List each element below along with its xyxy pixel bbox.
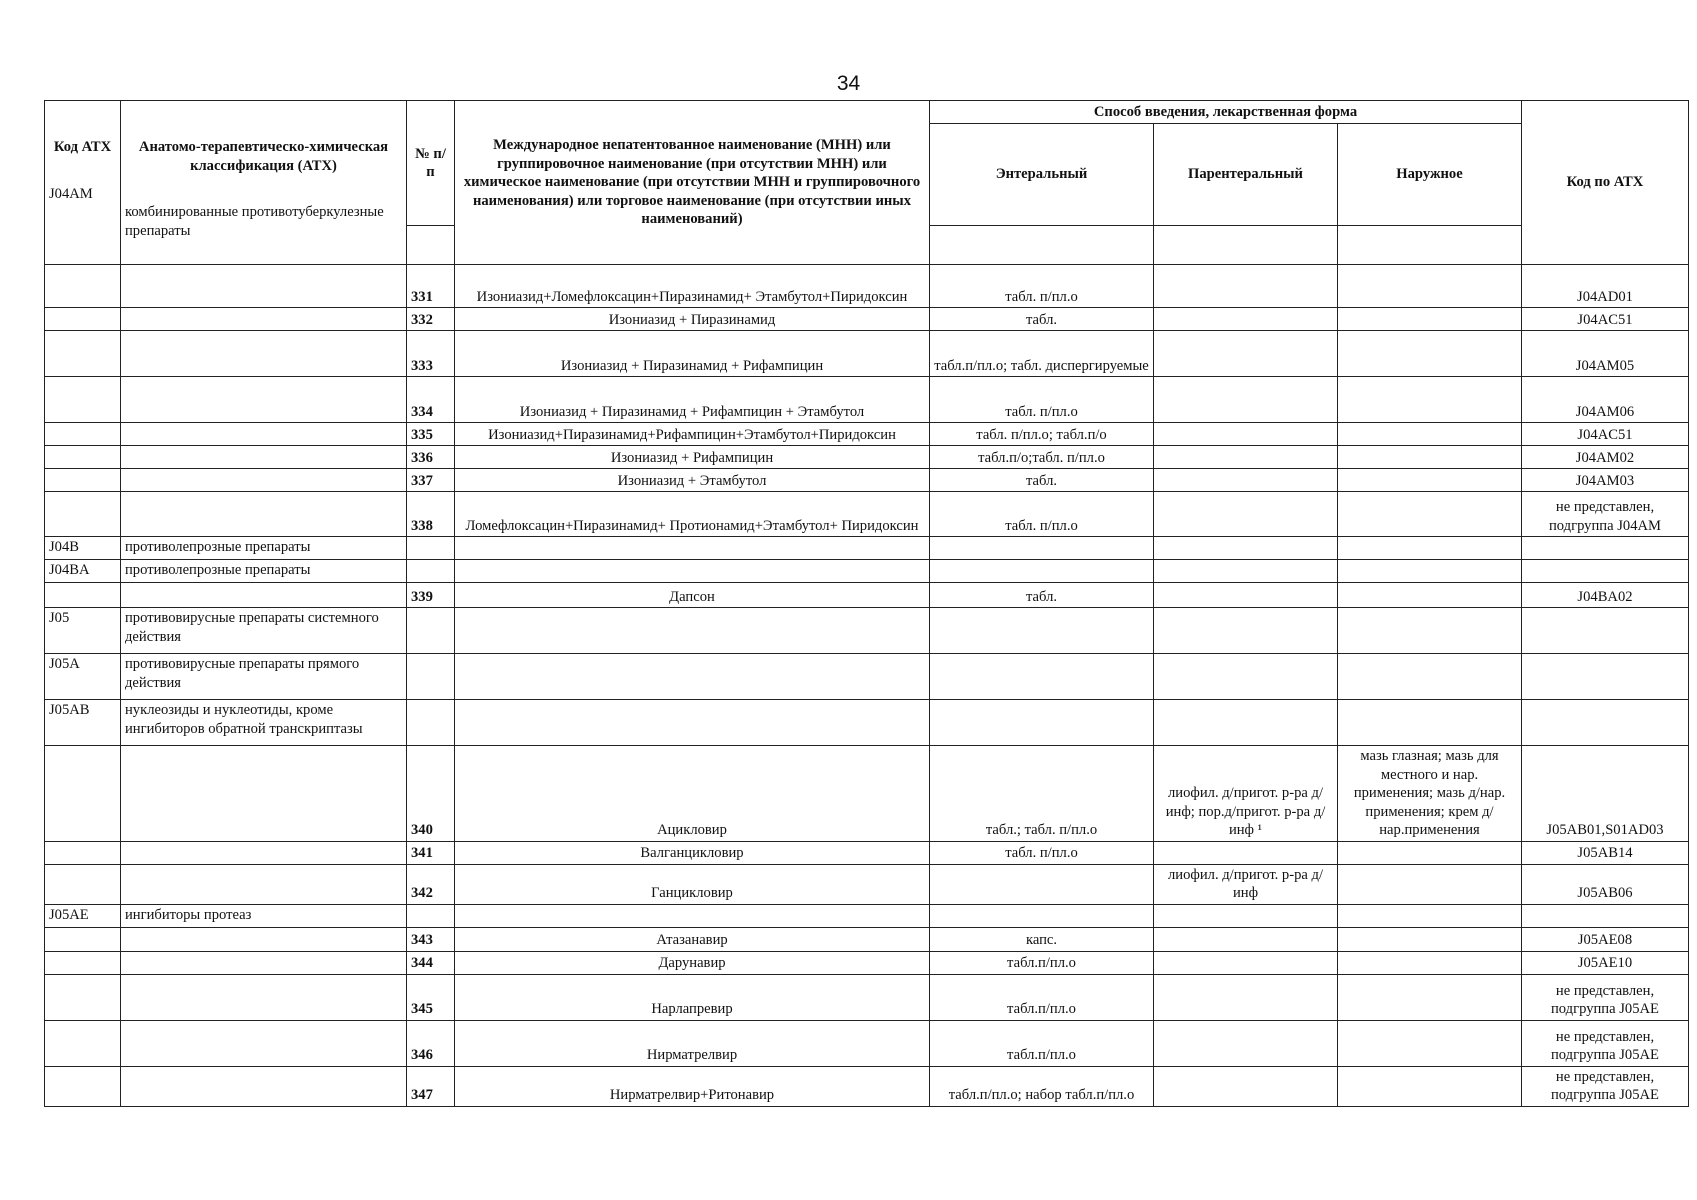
table-row bbox=[45, 423, 1689, 446]
drug-name-cell: Нирматрелвир+Ритонавир bbox=[455, 1066, 930, 1106]
table-row bbox=[45, 377, 1689, 423]
row-number-cell: 345 bbox=[407, 974, 455, 1020]
external-cell bbox=[1338, 1066, 1522, 1106]
atc-code-cell bbox=[45, 308, 121, 331]
atc-class-cell bbox=[121, 469, 407, 492]
drug-name-cell: Нарлапревир bbox=[455, 974, 930, 1020]
atc-class-cell: противолепрозные препараты bbox=[121, 560, 407, 583]
drug-name-cell bbox=[455, 560, 930, 583]
atx-code-cell: не представлен, подгруппа J05AE bbox=[1522, 974, 1689, 1020]
enteral-cell bbox=[930, 560, 1154, 583]
row-number-cell: 337 bbox=[407, 469, 455, 492]
atc-class-cell bbox=[121, 583, 407, 608]
drug-name-cell: Дапсон bbox=[455, 583, 930, 608]
enteral-cell: табл. п/пл.о bbox=[930, 377, 1154, 423]
row-number-cell: 338 bbox=[407, 492, 455, 537]
header-code-cell bbox=[45, 101, 121, 265]
atx-code-cell: J04AM05 bbox=[1522, 331, 1689, 377]
atc-class-cell bbox=[121, 423, 407, 446]
table-row bbox=[45, 583, 1689, 608]
atx-code-cell: J05AB06 bbox=[1522, 864, 1689, 904]
drug-name-cell: Изониазид+Ломефлоксацин+Пиразинамид+ Этамбутол+Пиридоксин bbox=[455, 265, 930, 308]
row-number-cell: 343 bbox=[407, 927, 455, 951]
external-cell bbox=[1338, 583, 1522, 608]
table-row bbox=[45, 746, 1689, 842]
drug-name-cell: Дарунавир bbox=[455, 951, 930, 974]
enteral-cell: табл. bbox=[930, 308, 1154, 331]
external-cell bbox=[1338, 423, 1522, 446]
atc-class-cell bbox=[121, 308, 407, 331]
row-number-cell: 332 bbox=[407, 308, 455, 331]
atx-code-cell: J04BA02 bbox=[1522, 583, 1689, 608]
atx-code-cell bbox=[1522, 904, 1689, 927]
parenteral-cell bbox=[1154, 1020, 1338, 1066]
atx-code-cell: не представлен, подгруппа J04AM bbox=[1522, 492, 1689, 537]
external-cell bbox=[1338, 951, 1522, 974]
atc-code-cell: J04B bbox=[45, 537, 121, 560]
table-row bbox=[45, 537, 1689, 560]
table-row bbox=[45, 841, 1689, 864]
header-route: Способ введения, лекарственная форма bbox=[930, 101, 1522, 124]
table-row bbox=[45, 265, 1689, 308]
drug-name-cell bbox=[455, 654, 930, 700]
drug-list-table bbox=[44, 100, 1689, 1107]
drug-name-cell: Валганцикловир bbox=[455, 841, 930, 864]
atx-code-cell: J05AB14 bbox=[1522, 841, 1689, 864]
drug-name-cell: Ацикловир bbox=[455, 746, 930, 842]
external-cell bbox=[1338, 841, 1522, 864]
external-cell bbox=[1338, 864, 1522, 904]
parenteral-cell bbox=[1154, 608, 1338, 654]
atx-code-cell: J04AM06 bbox=[1522, 377, 1689, 423]
header-num: № п/п bbox=[407, 101, 455, 226]
row-number-cell: 339 bbox=[407, 583, 455, 608]
atc-class-cell: нуклеозиды и нуклеотиды, кроме ингибиторов обратной транскриптазы bbox=[121, 700, 407, 746]
header-code: Код АТХ bbox=[53, 139, 112, 155]
drug-name-cell: Изониазид + Рифампицин bbox=[455, 446, 930, 469]
header-row-1 bbox=[45, 101, 1689, 124]
atc-class-cell: противовирусные препараты системного действия bbox=[121, 608, 407, 654]
enteral-cell bbox=[930, 904, 1154, 927]
row-number-cell bbox=[407, 904, 455, 927]
external-cell bbox=[1338, 608, 1522, 654]
atx-code-cell bbox=[1522, 560, 1689, 583]
parenteral-cell bbox=[1154, 308, 1338, 331]
drug-name-cell: Изониазид+Пиразинамид+Рифампицин+Этамбутол+Пиридоксин bbox=[455, 423, 930, 446]
drug-name-cell: Атазанавир bbox=[455, 927, 930, 951]
atc-class-cell bbox=[121, 864, 407, 904]
atx-code-cell: не представлен, подгруппа J05AE bbox=[1522, 1020, 1689, 1066]
drug-name-cell: Изониазид + Пиразинамид + Рифампицин + Этамбутол bbox=[455, 377, 930, 423]
table-row bbox=[45, 492, 1689, 537]
enteral-cell: табл.п/пл.о bbox=[930, 1020, 1154, 1066]
table-row bbox=[45, 469, 1689, 492]
table-row bbox=[45, 700, 1689, 746]
row-number-cell bbox=[407, 608, 455, 654]
atc-code-cell: J05AE bbox=[45, 904, 121, 927]
atc-class-cell bbox=[121, 331, 407, 377]
enteral-cell bbox=[930, 864, 1154, 904]
parenteral-cell bbox=[1154, 537, 1338, 560]
enteral-cell bbox=[930, 700, 1154, 746]
enteral-cell bbox=[930, 537, 1154, 560]
header-classification-cell bbox=[121, 101, 407, 265]
atc-class-cell bbox=[121, 951, 407, 974]
table-row bbox=[45, 951, 1689, 974]
enteral-cell: табл.п/о;табл. п/пл.о bbox=[930, 446, 1154, 469]
atc-code-cell bbox=[45, 423, 121, 446]
atx-code-cell: не представлен, подгруппа J05AE bbox=[1522, 1066, 1689, 1106]
parenteral-cell bbox=[1154, 841, 1338, 864]
header-external-empty bbox=[1338, 226, 1522, 265]
atc-code-cell bbox=[45, 864, 121, 904]
row-number-cell: 333 bbox=[407, 331, 455, 377]
atc-class-cell bbox=[121, 1066, 407, 1106]
header-parenteral-empty bbox=[1154, 226, 1338, 265]
enteral-cell: табл.п/пл.о; табл. диспергируемые bbox=[930, 331, 1154, 377]
external-cell bbox=[1338, 308, 1522, 331]
atx-code-cell bbox=[1522, 537, 1689, 560]
external-cell bbox=[1338, 904, 1522, 927]
atc-code-cell bbox=[45, 841, 121, 864]
row-number-cell: 347 bbox=[407, 1066, 455, 1106]
enteral-cell: табл. bbox=[930, 583, 1154, 608]
atx-code-cell: J04AM02 bbox=[1522, 446, 1689, 469]
parenteral-cell: лиофил. д/пригот. р-ра д/инф bbox=[1154, 864, 1338, 904]
atc-code-cell bbox=[45, 927, 121, 951]
drug-name-cell: Ганцикловир bbox=[455, 864, 930, 904]
atc-class-cell bbox=[121, 492, 407, 537]
drug-name-cell: Изониазид + Этамбутол bbox=[455, 469, 930, 492]
atc-class-cell: ингибиторы протеаз bbox=[121, 904, 407, 927]
row-number-cell bbox=[407, 560, 455, 583]
atc-code-cell bbox=[45, 469, 121, 492]
row-number-cell: 342 bbox=[407, 864, 455, 904]
first-group-name: комбинированные противотуберкулезные препараты bbox=[125, 204, 384, 239]
parenteral-cell bbox=[1154, 265, 1338, 308]
enteral-cell: табл.п/пл.о bbox=[930, 951, 1154, 974]
external-cell bbox=[1338, 492, 1522, 537]
table-row bbox=[45, 1066, 1689, 1106]
drug-name-cell: Изониазид + Пиразинамид + Рифампицин bbox=[455, 331, 930, 377]
row-number-cell: 336 bbox=[407, 446, 455, 469]
atc-class-cell bbox=[121, 974, 407, 1020]
drug-name-cell bbox=[455, 537, 930, 560]
drug-name-cell bbox=[455, 700, 930, 746]
external-cell bbox=[1338, 537, 1522, 560]
atc-code-cell bbox=[45, 377, 121, 423]
parenteral-cell bbox=[1154, 377, 1338, 423]
enteral-cell bbox=[930, 608, 1154, 654]
header-name: Международное непатентованное наименование (МНН) или группировочное наименование (при отсутствии МНН) или химическое наименование (при отсутствии МНН и группировочного наименования) или торговое наименование (при отсутствии иных наименований) bbox=[455, 101, 930, 265]
atc-class-cell bbox=[121, 746, 407, 842]
header-classification: Анатомо-терапевтическо-химическая классификация (АТХ) bbox=[138, 139, 389, 174]
external-cell bbox=[1338, 469, 1522, 492]
parenteral-cell bbox=[1154, 331, 1338, 377]
parenteral-cell bbox=[1154, 560, 1338, 583]
atc-code-cell: J05AB bbox=[45, 700, 121, 746]
atc-code-cell bbox=[45, 974, 121, 1020]
row-number-cell bbox=[407, 700, 455, 746]
enteral-cell: табл. п/пл.о; табл.п/о bbox=[930, 423, 1154, 446]
header-parenteral: Парентеральный bbox=[1154, 124, 1338, 226]
drug-name-cell bbox=[455, 608, 930, 654]
atx-code-cell: J04AM03 bbox=[1522, 469, 1689, 492]
atc-code-cell bbox=[45, 265, 121, 308]
table-row bbox=[45, 560, 1689, 583]
row-number-cell: 346 bbox=[407, 1020, 455, 1066]
table-row bbox=[45, 864, 1689, 904]
enteral-cell bbox=[930, 654, 1154, 700]
table-row bbox=[45, 608, 1689, 654]
atx-code-cell: J04AC51 bbox=[1522, 423, 1689, 446]
atx-code-cell: J05AE08 bbox=[1522, 927, 1689, 951]
atc-class-cell: противовирусные препараты прямого действия bbox=[121, 654, 407, 700]
row-number-cell: 344 bbox=[407, 951, 455, 974]
external-cell bbox=[1338, 1020, 1522, 1066]
row-number-cell: 340 bbox=[407, 746, 455, 842]
atx-code-cell: J05AB01,S01AD03 bbox=[1522, 746, 1689, 842]
header-enteral-empty bbox=[930, 226, 1154, 265]
atx-code-cell bbox=[1522, 700, 1689, 746]
parenteral-cell bbox=[1154, 904, 1338, 927]
drug-name-cell bbox=[455, 904, 930, 927]
atc-code-cell: J04BA bbox=[45, 560, 121, 583]
external-cell bbox=[1338, 927, 1522, 951]
table-row bbox=[45, 654, 1689, 700]
atc-class-cell bbox=[121, 1020, 407, 1066]
parenteral-cell bbox=[1154, 492, 1338, 537]
parenteral-cell bbox=[1154, 446, 1338, 469]
external-cell bbox=[1338, 377, 1522, 423]
atc-code-cell bbox=[45, 583, 121, 608]
header-atx-code: Код по АТХ bbox=[1522, 101, 1689, 265]
atc-code-cell: J05 bbox=[45, 608, 121, 654]
header-enteral: Энтеральный bbox=[930, 124, 1154, 226]
atc-code-cell bbox=[45, 1020, 121, 1066]
parenteral-cell bbox=[1154, 700, 1338, 746]
header-num-empty bbox=[407, 226, 455, 265]
parenteral-cell bbox=[1154, 951, 1338, 974]
parenteral-cell bbox=[1154, 1066, 1338, 1106]
enteral-cell: капс. bbox=[930, 927, 1154, 951]
atc-class-cell bbox=[121, 927, 407, 951]
table-row bbox=[45, 331, 1689, 377]
row-number-cell bbox=[407, 537, 455, 560]
parenteral-cell bbox=[1154, 469, 1338, 492]
parenteral-cell: лиофил. д/пригот. р-ра д/инф; пор.д/пригот. р-ра д/инф ¹ bbox=[1154, 746, 1338, 842]
atc-class-cell bbox=[121, 446, 407, 469]
table-body bbox=[45, 265, 1689, 1107]
atx-code-cell: J04AC51 bbox=[1522, 308, 1689, 331]
atc-code-cell: J05A bbox=[45, 654, 121, 700]
enteral-cell: табл.п/пл.о bbox=[930, 974, 1154, 1020]
atc-code-cell bbox=[45, 951, 121, 974]
parenteral-cell bbox=[1154, 974, 1338, 1020]
parenteral-cell bbox=[1154, 423, 1338, 446]
external-cell bbox=[1338, 700, 1522, 746]
parenteral-cell bbox=[1154, 927, 1338, 951]
drug-name-cell: Изониазид + Пиразинамид bbox=[455, 308, 930, 331]
enteral-cell: табл. п/пл.о bbox=[930, 265, 1154, 308]
table-row bbox=[45, 927, 1689, 951]
row-number-cell: 335 bbox=[407, 423, 455, 446]
table-row bbox=[45, 1020, 1689, 1066]
parenteral-cell bbox=[1154, 654, 1338, 700]
row-number-cell: 334 bbox=[407, 377, 455, 423]
row-number-cell bbox=[407, 654, 455, 700]
enteral-cell: табл.п/пл.о; набор табл.п/пл.о bbox=[930, 1066, 1154, 1106]
enteral-cell: табл.; табл. п/пл.о bbox=[930, 746, 1154, 842]
atc-code-cell bbox=[45, 746, 121, 842]
external-cell: мазь глазная; мазь для местного и нар. применения; мазь д/нар. применения; крем д/нар.применения bbox=[1338, 746, 1522, 842]
atx-code-cell: J04AD01 bbox=[1522, 265, 1689, 308]
external-cell bbox=[1338, 331, 1522, 377]
atc-code-cell bbox=[45, 446, 121, 469]
external-cell bbox=[1338, 560, 1522, 583]
drug-name-cell: Ломефлоксацин+Пиразинамид+ Протионамид+Этамбутол+ Пиридоксин bbox=[455, 492, 930, 537]
atx-code-cell: J05AE10 bbox=[1522, 951, 1689, 974]
atc-class-cell bbox=[121, 841, 407, 864]
atc-code-cell bbox=[45, 492, 121, 537]
atc-class-cell bbox=[121, 265, 407, 308]
atx-code-cell bbox=[1522, 654, 1689, 700]
header-external: Наружное bbox=[1338, 124, 1522, 226]
drug-name-cell: Нирматрелвир bbox=[455, 1020, 930, 1066]
row-number-cell: 341 bbox=[407, 841, 455, 864]
first-group-code: J04AM bbox=[49, 185, 93, 202]
external-cell bbox=[1338, 265, 1522, 308]
external-cell bbox=[1338, 654, 1522, 700]
external-cell bbox=[1338, 446, 1522, 469]
page-number: 34 bbox=[836, 72, 861, 95]
table-row bbox=[45, 974, 1689, 1020]
table-row bbox=[45, 308, 1689, 331]
enteral-cell: табл. bbox=[930, 469, 1154, 492]
atc-code-cell bbox=[45, 331, 121, 377]
external-cell bbox=[1338, 974, 1522, 1020]
atc-class-cell: противолепрозные препараты bbox=[121, 537, 407, 560]
atc-code-cell bbox=[45, 1066, 121, 1106]
atx-code-cell bbox=[1522, 608, 1689, 654]
atc-class-cell bbox=[121, 377, 407, 423]
enteral-cell: табл. п/пл.о bbox=[930, 492, 1154, 537]
table-row bbox=[45, 446, 1689, 469]
parenteral-cell bbox=[1154, 583, 1338, 608]
table-row bbox=[45, 904, 1689, 927]
enteral-cell: табл. п/пл.о bbox=[930, 841, 1154, 864]
row-number-cell: 331 bbox=[407, 265, 455, 308]
